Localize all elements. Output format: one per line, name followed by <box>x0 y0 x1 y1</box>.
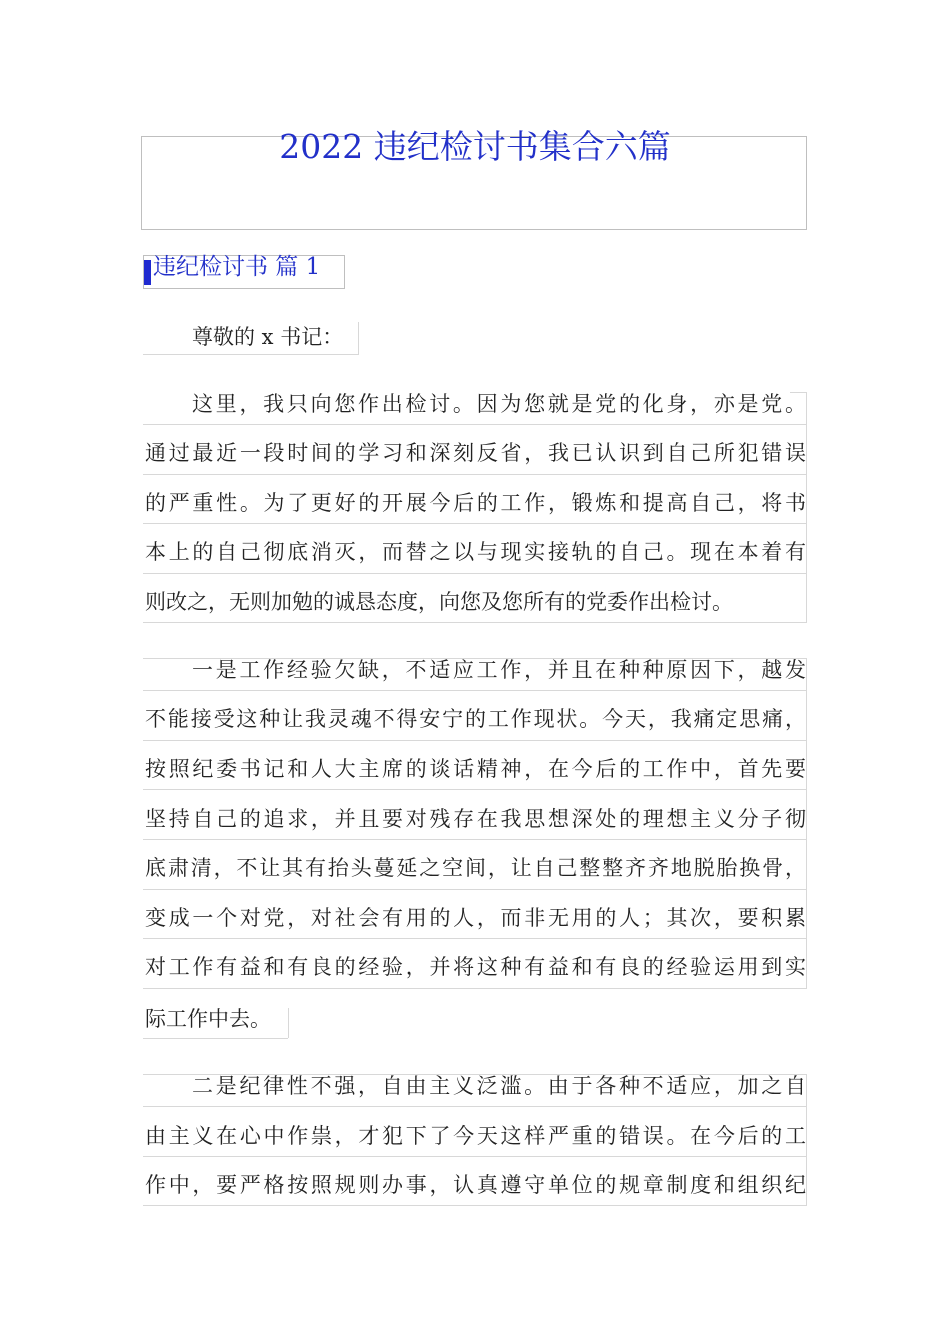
line-frame <box>790 392 807 393</box>
paragraph-2-line-2: 不能接受这种让我灵魂不得安宁的工作现状。今天，我痛定思痛， <box>145 707 806 731</box>
line-frame <box>143 474 807 475</box>
salutation: 尊敬的 x 书记： <box>192 325 344 349</box>
paragraph-2-line-4: 坚持自己的追求，并且要对残存在我思想深处的理想主义分子彻 <box>145 807 806 831</box>
paragraph-2-line-7: 对工作有益和有良的经验，并将这种有益和有良的经验运用到实 <box>145 955 806 979</box>
text-cursor-marker <box>144 260 151 285</box>
line-frame <box>143 740 807 741</box>
document-title: 2022 违纪检讨书集合六篇 <box>279 127 671 166</box>
line-frame <box>143 424 807 425</box>
paragraph-1-line-4: 本上的自己彻底消灭，而替之以与现实接轨的自己。现在本着有 <box>145 540 806 564</box>
line-frame <box>143 938 807 939</box>
salutation-underline <box>143 354 359 355</box>
paragraph-3-line-3: 作中，要严格按照规则办事，认真遵守单位的规章制度和组织纪 <box>145 1173 806 1197</box>
line-frame <box>143 1074 807 1075</box>
line-frame <box>143 839 807 840</box>
line-frame <box>143 573 807 574</box>
line-frame <box>806 1074 807 1205</box>
line-frame <box>143 658 807 659</box>
paragraph-2-line-3: 按照纪委书记和人大主席的谈话精神，在今后的工作中，首先要 <box>145 757 806 781</box>
paragraph-1-line-2: 通过最近一段时间的学习和深刻反省，我已认识到自己所犯错误 <box>145 441 806 465</box>
line-frame <box>143 1106 807 1107</box>
line-frame <box>288 1008 289 1038</box>
line-frame <box>143 622 807 623</box>
paragraph-3-line-1: 二是纪律性不强，自由主义泛滥。由于各种不适应，加之自 <box>192 1074 806 1098</box>
line-frame <box>143 889 807 890</box>
paragraph-1-line-3: 的严重性。为了更好的开展今后的工作，锻炼和提高自己，将书 <box>145 491 806 515</box>
paragraph-3-line-2: 由主义在心中作祟，才犯下了今天这样严重的错误。在今后的工 <box>145 1124 806 1148</box>
paragraph-1-line-5: 则改之，无则加勉的诚恳态度，向您及您所有的党委作出检讨。 <box>145 590 733 614</box>
paragraph-2-line-6: 变成一个对党，对社会有用的人，而非无用的人；其次，要积累 <box>145 906 806 930</box>
salutation-frame-edge <box>358 322 359 354</box>
line-frame <box>143 1205 807 1206</box>
line-frame <box>143 1156 807 1157</box>
section-heading: 违纪检讨书 篇 1 <box>153 254 321 280</box>
line-frame <box>143 789 807 790</box>
line-frame <box>143 988 807 989</box>
line-frame <box>143 523 807 524</box>
paragraph-2-line-1: 一是工作经验欠缺，不适应工作，并且在种种原因下，越发 <box>192 658 806 682</box>
line-frame <box>806 392 807 622</box>
line-frame <box>806 658 807 988</box>
paragraph-2-line-5: 底肃清，不让其有抬头蔓延之空间，让自己整整齐齐地脱胎换骨， <box>145 856 806 880</box>
line-frame <box>143 690 807 691</box>
paragraph-2-line-8: 际工作中去。 <box>145 1007 271 1031</box>
paragraph-1-line-1: 这里，我只向您作出检讨。因为您就是党的化身，亦是党。 <box>192 392 806 416</box>
line-frame <box>143 1038 288 1039</box>
